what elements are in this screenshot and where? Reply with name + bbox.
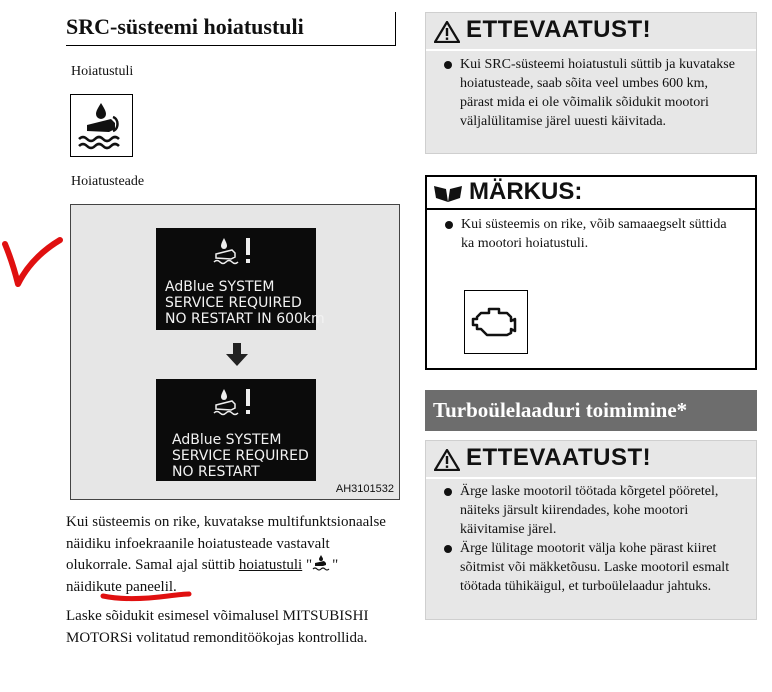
caution-panel: [425, 12, 757, 154]
display2-line: AdBlue SYSTEM: [172, 432, 282, 448]
display-screen-no-restart: [156, 379, 316, 481]
display2-line: NO RESTART: [172, 464, 260, 480]
paragraph-inspection: Laske sõidukit esimesel võimalusel MITSUBISHI MOTORSi volitatud remonditöökojas kontrollida.: [66, 608, 369, 646]
adblue-inline-icon: [312, 555, 332, 571]
warning-triangle-icon: [434, 449, 460, 471]
warning-triangle-icon: [434, 21, 460, 43]
caution-title: ETTEVAATUST!: [466, 16, 652, 43]
engine-warning-icon-box: [464, 290, 528, 354]
bullet-item: Ärge lülitage mootorit välja kohe pärast kiiret sõitmist või mäkketõusu. Laske mootoril esmalt töötada tühikäigul, et turboülelaadur jahtuks.: [440, 539, 730, 596]
arrow-down-icon: [226, 343, 248, 367]
caution-bullets: [440, 482, 730, 596]
display1-line: NO RESTART IN 600km: [165, 311, 325, 327]
warning-message-label: Hoiatusteade: [71, 174, 145, 189]
caution-header: [426, 441, 756, 479]
warning-light-link: hoiatustuli: [238, 557, 303, 573]
bullet-item: Kui SRC-süsteemi hoiatustuli süttib ja kuvatakse hoiatusteade, saab sõita veel umbes 600 km, pärast mida ei ole võimalik sõidukit mootori väljalülitamise järel uuesti käivitada.: [440, 55, 740, 131]
note-panel: [425, 175, 757, 370]
section-title: SRC-süsteemi hoiatustuli: [66, 12, 396, 46]
caution-panel-turbo: [425, 440, 757, 620]
warning-light-label: Hoiatustuli: [71, 64, 134, 79]
turbo-section-title: Turboülelaaduri toimimine*: [425, 390, 757, 431]
note-title: MÄRKUS:: [469, 178, 583, 205]
adblue-warning-icon: [71, 95, 132, 156]
caution-bullets: [440, 55, 740, 131]
display-illustration: [70, 204, 400, 500]
note-bullets: [441, 215, 736, 253]
figure-code: AH3101532: [335, 483, 394, 495]
note-header: [427, 177, 755, 210]
display2-line: SERVICE REQUIRED: [172, 448, 309, 464]
para1-text: Kui süsteemis on rike, kuvatakse multifunktsionaalse näidiku infoekraanile hoiatusteade vastavalt olukorrale. Samal ajal süttib: [66, 514, 386, 573]
red-underline-annotation: [100, 586, 192, 604]
para1-quote-open: ": [302, 557, 313, 573]
adblue-exclamation-icon: [212, 387, 256, 417]
bullet-item: Ärge laske mootoril töötada kõrgetel pööretel, näiteks järsult kiirendades, kohe mootori käivitamise järel.: [440, 482, 730, 539]
display1-line: SERVICE REQUIRED: [165, 295, 302, 311]
engine-warning-icon: [465, 291, 527, 353]
display-screen-600km: [156, 228, 325, 330]
caution-header: [426, 13, 756, 51]
adblue-exclamation-icon: [212, 236, 256, 266]
src-warning-light-icon-box: [70, 94, 133, 157]
caution-title: ETTEVAATUST!: [466, 444, 652, 471]
bullet-item: Kui süsteemis on rike, võib samaaegselt süttida ka mootori hoiatustuli.: [441, 215, 736, 253]
para1-quote-close: " näidikute paneelil.: [66, 557, 339, 595]
open-book-icon: [433, 183, 463, 203]
display1-line: AdBlue SYSTEM: [165, 279, 275, 295]
red-checkmark-annotation: [0, 234, 66, 290]
